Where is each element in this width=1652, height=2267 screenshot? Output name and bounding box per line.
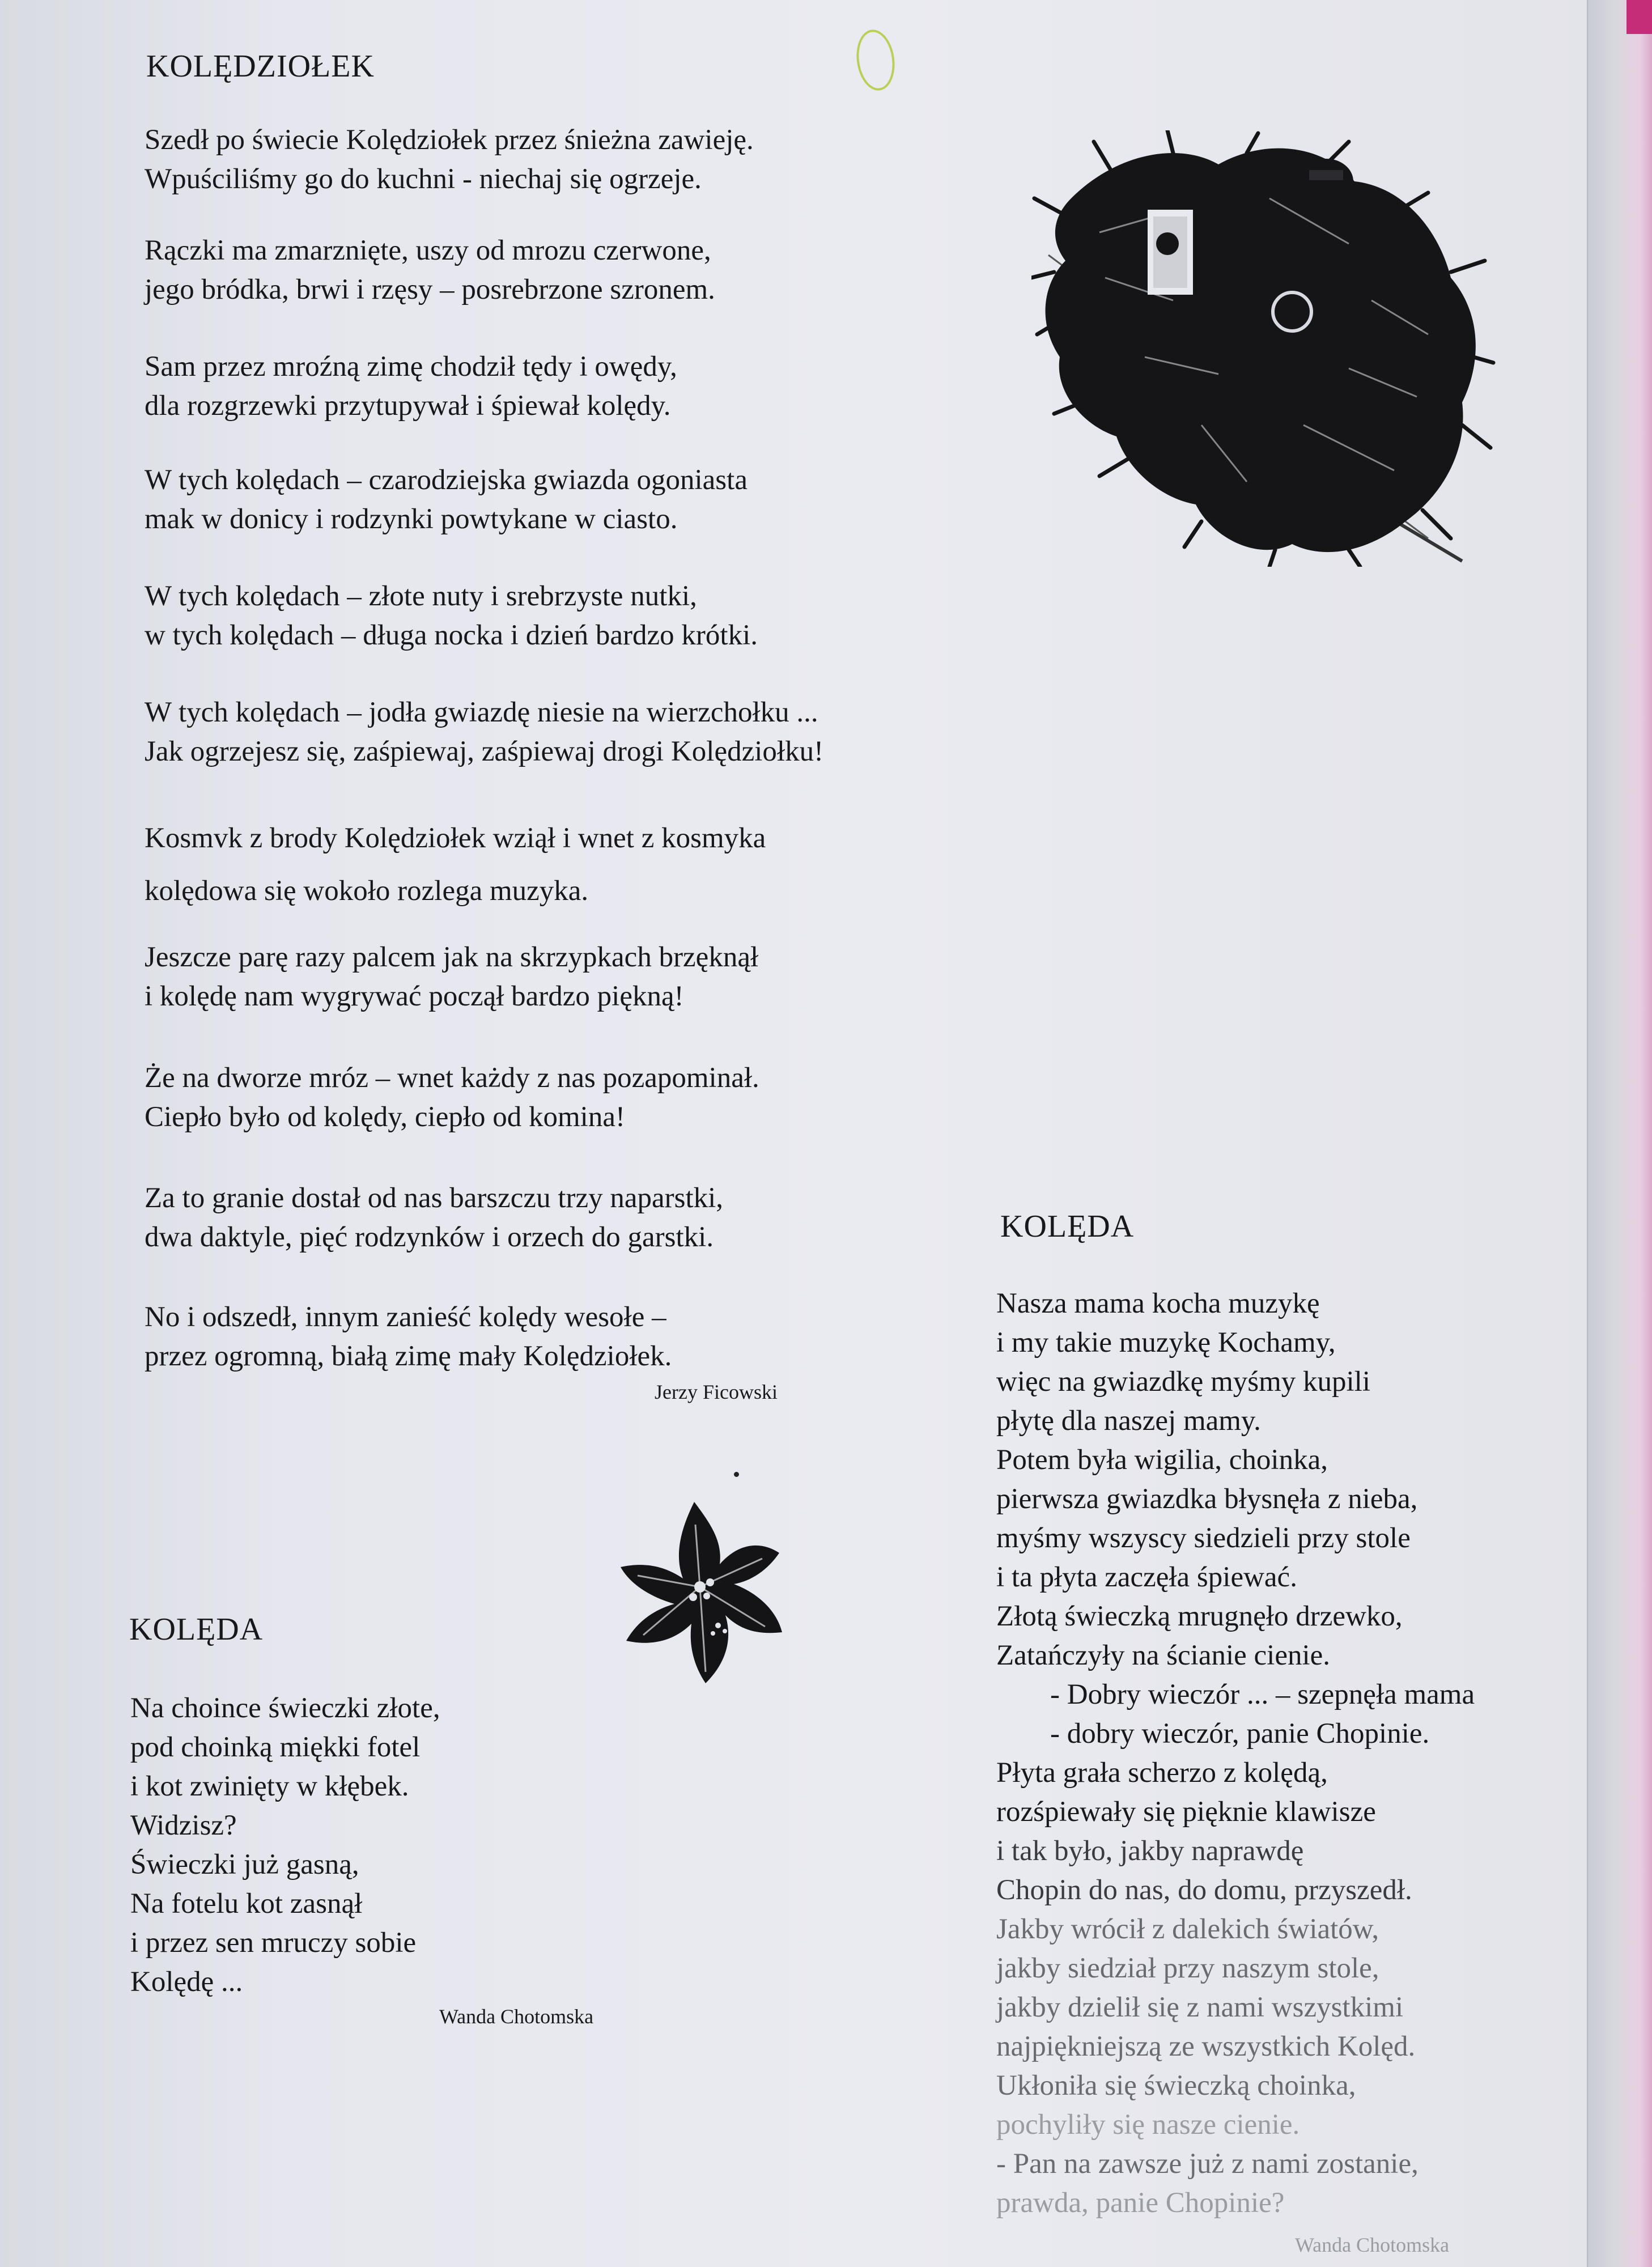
poem-line: pod choinką miękki fotel	[130, 1731, 421, 1763]
poem-line: mak w donicy i rodzynki powtykane w ciasto.	[145, 503, 678, 535]
poem-line: płytę dla naszej mamy.	[996, 1405, 1261, 1437]
poem-line: Płyta grała scherzo z kolędą,	[996, 1757, 1328, 1789]
poem-line: Kosmvk z brody Kolędziołek wziął i wnet z kosmyka	[145, 822, 766, 854]
poem-line: Jakby wrócił z dalekich światów,	[996, 1913, 1379, 1945]
poem-line: Złotą świeczką mrugnęło drzewko,	[996, 1601, 1403, 1632]
poem-line: - dobry wieczór, panie Chopinie.	[1050, 1718, 1430, 1750]
poem-line: i ta płyta zaczęła śpiewać.	[996, 1561, 1297, 1593]
poem-line: Potem była wigilia, choinka,	[996, 1444, 1328, 1476]
pink-tab	[1626, 0, 1652, 34]
poem-line: Wpuściliśmy go do kuchni - niechaj się ogrzeje.	[145, 163, 702, 195]
poem1-stanza	[145, 1179, 723, 1257]
poinsettia-illustration	[621, 1502, 785, 1683]
pine-branch-lantern-illustration	[1031, 130, 1496, 567]
poem-line: pierwsza gwiazdka błysnęła z nieba,	[996, 1483, 1418, 1515]
poem1-title: KOLĘDZIOŁEK	[146, 49, 375, 84]
poem-line: Rączki ma zmarznięte, uszy od mrozu czerwone,	[145, 235, 711, 266]
poem2-author: Wanda Chotomska	[439, 2005, 594, 2028]
poem1-stanza	[145, 461, 748, 539]
poem-line: W tych kolędach – złote nuty i srebrzyste nutki,	[145, 580, 697, 612]
poem-line: pochyliły się nasze cienie.	[996, 2109, 1300, 2141]
poem1-stanza	[145, 577, 758, 655]
poem1-stanza	[145, 938, 758, 1016]
poem1-stanza	[145, 812, 766, 918]
poem-line: Zatańczyły na ścianie cienie.	[996, 1640, 1331, 1671]
poem-line: jakby siedział przy naszym stole,	[996, 1952, 1379, 1984]
poem-line: Jeszcze parę razy palcem jak na skrzypkach brzęknął	[145, 941, 759, 973]
poem1-stanza	[145, 1298, 672, 1376]
poem-line: w tych kolędach – długa nocka i dzień bardzo krótki.	[145, 619, 758, 651]
poem1-author: Jerzy Ficowski	[655, 1381, 778, 1403]
poem-line: i kolędę nam wygrywać począł bardzo piękną!	[145, 980, 684, 1012]
poem1-stanza	[145, 1059, 759, 1137]
poem-line: W tych kolędach – jodła gwiazdę niesie na wierzchołku ...	[145, 697, 818, 728]
page-edge	[1587, 0, 1652, 2267]
poem-line: Jak ogrzejesz się, zaśpiewaj, zaśpiewaj drogi Kolędziołku!	[145, 736, 824, 767]
poem-line: Za to granie dostał od nas barszczu trzy naparstki,	[145, 1182, 724, 1214]
poem-line: i tak było, jakby naprawdę	[996, 1835, 1304, 1867]
poem-line: myśmy wszyscy siedzieli przy stole	[996, 1522, 1411, 1554]
poem-line: i przez sen mruczy sobie	[130, 1927, 417, 1959]
poem-line: dwa daktyle, pięć rodzynków i orzech do garstki.	[145, 1221, 714, 1253]
poem3-stanza	[996, 1284, 1475, 2223]
poem-line: najpiękniejszą ze wszystkich Kolęd.	[996, 2031, 1416, 2062]
poem-line: Że na dworze mróz – wnet każdy z nas pozapominał.	[145, 1062, 759, 1094]
poem1-stanza	[145, 231, 715, 309]
poem-line: i kot zwinięty w kłębek.	[130, 1771, 409, 1802]
poem-line: - Dobry wieczór ... – szepnęła mama	[1050, 1679, 1475, 1710]
poem-line: kolędowa się wokoło rozlega muzyka.	[145, 875, 589, 907]
poem-line: Na choince świeczki złote,	[130, 1692, 440, 1724]
poem-line: No i odszedł, innym zanieść kolędy wesołe –	[145, 1301, 666, 1333]
poem-line: Ukłoniła się świeczką choinka,	[996, 2070, 1356, 2102]
poem-line: Chopin do nas, do domu, przyszedł.	[996, 1874, 1412, 1906]
poem2-title: KOLĘDA	[129, 1612, 264, 1647]
poem-line: Widzisz?	[130, 1810, 237, 1841]
poem-line: - Pan na zawsze już z nami zostanie,	[996, 2148, 1419, 2180]
poem-line: Nasza mama kocha muzykę	[996, 1288, 1320, 1319]
decorative-dot	[734, 1472, 739, 1477]
poem-line: jego bródka, brwi i rzęsy – posrebrzone szronem.	[145, 274, 715, 305]
poem-line: Na fotelu kot zasnął	[130, 1888, 363, 1920]
poem-line: Świeczki już gasną,	[130, 1849, 359, 1880]
poem2-stanza	[130, 1689, 440, 2002]
poem-line: Sam przez mroźną zimę chodził tędy i owędy,	[145, 351, 677, 383]
poem-line: Szedł po świecie Kolędziołek przez śnieżna zawieję.	[145, 124, 754, 156]
poem3-title: KOLĘDA	[1000, 1209, 1135, 1244]
poem1-stanza	[145, 347, 677, 426]
poem1-stanza	[145, 693, 823, 771]
poem-line: przez ogromną, białą zimę mały Kolędziołek.	[145, 1340, 672, 1372]
poem-line: prawda, panie Chopinie?	[996, 2187, 1285, 2219]
poem-line: rozśpiewały się pięknie klawisze	[996, 1796, 1376, 1828]
poem-line: dla rozgrzewki przytupywał i śpiewał kolędy.	[145, 390, 671, 422]
poem-line: W tych kolędach – czarodziejska gwiazda ogoniasta	[145, 464, 748, 496]
poem-line: jakby dzielił się z nami wszystkimi	[996, 1992, 1404, 2023]
poem-line: Kolędę ...	[130, 1966, 243, 1998]
poem3-author: Wanda Chotomska	[1295, 2234, 1450, 2256]
poem-line: i my takie muzykę Kochamy,	[996, 1327, 1336, 1358]
poem-line: Ciepło było od kolędy, ciepło od komina!	[145, 1101, 625, 1133]
poem-line: więc na gwiazdkę myśmy kupili	[996, 1366, 1371, 1398]
poem1-stanza	[145, 121, 754, 199]
